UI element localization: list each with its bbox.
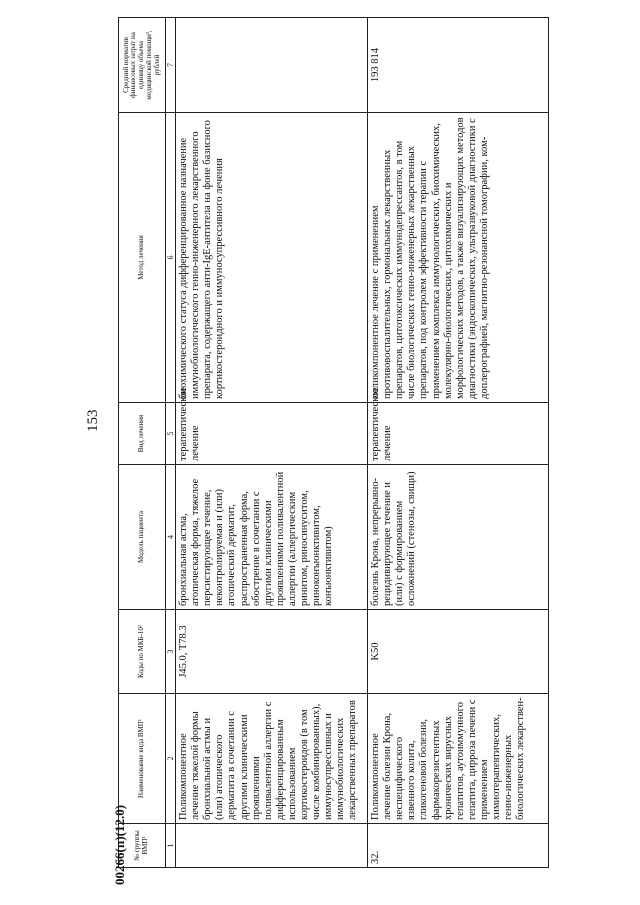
page-number: 153 bbox=[85, 409, 101, 432]
column-number: 2 bbox=[166, 694, 176, 824]
cell-treatment-type: терапевтическое лечение bbox=[368, 403, 549, 465]
column-number-row bbox=[166, 18, 176, 868]
header-codes: Коды по МКБ-10² bbox=[119, 610, 166, 694]
cell-model: болезнь Крона, непрерывно-рецидивирующее течение и (или) с формированием осложнений (стенозы, свищи) bbox=[368, 465, 549, 610]
column-number: 3 bbox=[166, 610, 176, 694]
cell-name: Поликомпонентное лечение болезни Крона, неспецифического язвенного колита, гликогеновой болезни, фармакорезистентных хронических вирусных гепатитов, аутоиммунного гепатита, цирроза печени с применением химиотерапевтических, генно-инженерных биологических лекарствен- bbox=[368, 694, 549, 824]
medical-care-table bbox=[118, 18, 548, 868]
form-code: 00266(п)(12.0) bbox=[112, 804, 127, 885]
cell-treatment-type: терапевтическое лечение bbox=[176, 403, 368, 465]
header-model: Модель пациента bbox=[119, 465, 166, 610]
cell-codes: J45.0, T78.3 bbox=[176, 610, 368, 694]
cell-price: 193 814 bbox=[368, 18, 549, 113]
table bbox=[118, 17, 549, 868]
header-price: Средний норматив финансовых затрат на единицу объема медицинской помощи³, рублей bbox=[119, 18, 166, 113]
cell-method: поликомпонентное лечение с применением противовоспалительных, гормональных лекарственных препаратов, цитотоксических иммунодепрессантов, в том числе биологических генно-инженерных лекарственных препаратов, под контролем эффективности терапии с применением комплекса иммунологических, биохимических, молекулярно-биологических, цитохимических и морфологических методов, а также визуализирующих методов диагностики (эндоскопических, ультразвуковой диагностики с доплерографией, магнитно-резонансной томографии, ком- bbox=[368, 113, 549, 403]
column-number: 4 bbox=[166, 465, 176, 610]
table-row bbox=[368, 18, 549, 868]
cell-price bbox=[176, 18, 368, 113]
header-row bbox=[119, 18, 166, 868]
column-number: 6 bbox=[166, 113, 176, 403]
header-group: № группы ВМП¹ bbox=[119, 824, 166, 868]
cell-codes: K50 bbox=[368, 610, 549, 694]
cell-group bbox=[176, 824, 368, 868]
cell-method: биохимического статуса дифференцированное назначение иммунобиологического генно-инженерного лекарственного препарата, содержащего анти-IgE-антитела на фоне базисного кортикостероидного и иммуносупрессивного лечения bbox=[176, 113, 368, 403]
column-number: 1 bbox=[166, 824, 176, 868]
header-treatment-type: Вид лечения bbox=[119, 403, 166, 465]
column-number: 7 bbox=[166, 18, 176, 113]
header-method: Метод лечения bbox=[119, 113, 166, 403]
cell-group: 32. bbox=[368, 824, 549, 868]
cell-name: Поликомпонентное лечение тяжелой формы бронхиальной астмы и (или) атопического дерматита в сочетании с другими клиническими проявлениями поливалентной аллергии с дифференцированным использованием кортикостероидов (в том числе комбинированных), иммуносупрессивных и иммунобиологических лекарственных препаратов bbox=[176, 694, 368, 824]
cell-model: бронхиальная астма, атопическая форма, тяжелое персистирующее течение, неконтролируемая и (или) атопический дерматит, распространенная форма, обострение в сочетании с другими клиническими проявлениями поливалентной аллергии (аллергическим ринитом, риносинуситом, риноконъюнктивитом, конъюнктивитом) bbox=[176, 465, 368, 610]
table-row bbox=[176, 18, 368, 868]
header-name: Наименование вида ВМП¹ bbox=[119, 694, 166, 824]
column-number: 5 bbox=[166, 403, 176, 465]
